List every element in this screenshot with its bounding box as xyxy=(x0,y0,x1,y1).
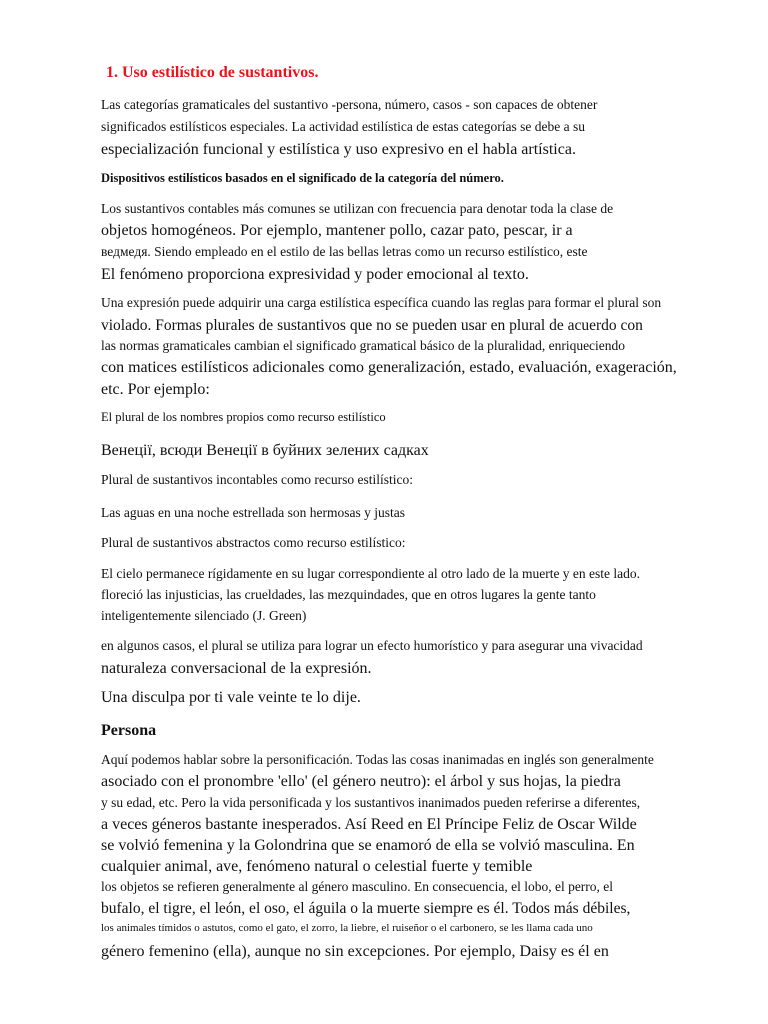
section-heading: 1. Uso estilístico de sustantivos. xyxy=(106,64,319,81)
text-line: asociado con el pronombre 'ello' (el género neutro): el árbol y sus hojas, la piedra xyxy=(101,773,621,790)
example-quote: Una disculpa por ti vale veinte te lo dije. xyxy=(101,689,361,706)
subheading: Dispositivos estilísticos basados en el significado de la categoría del número. xyxy=(101,171,504,185)
example-quote: Венеції, всюди Венеції в буйних зелених садках xyxy=(101,442,429,459)
text-line: significados estilísticos especiales. La actividad estilística de estas categorías se debe a su xyxy=(101,119,585,134)
text-line: con matices estilísticos adicionales como generalización, estado, evaluación, exageración, xyxy=(101,359,677,376)
text-line: El cielo permanece rígidamente en su lugar correspondiente al otro lado de la muerte y en este lado. xyxy=(101,566,641,581)
text-line: los animales tímidos o astutos, como el gato, el zorro, la liebre, el ruiseñor o el carbonero, se les llama cada uno xyxy=(101,922,593,934)
text-line: ведмедя. Siendo empleado en el estilo de las bellas letras como un recurso estilístico, este xyxy=(101,244,588,259)
text-line: Plural de sustantivos incontables como recurso estilístico: xyxy=(101,472,413,487)
text-line: Plural de sustantivos abstractos como recurso estilístico: xyxy=(101,535,406,550)
text-line: floreció las injusticias, las crueldades, las mezquindades, que en otros lugares la gente tanto xyxy=(101,587,596,602)
text-line: a veces géneros bastante inesperados. Así Reed en El Príncipe Feliz de Oscar Wilde xyxy=(101,816,637,833)
text-line: naturaleza conversacional de la expresión. xyxy=(101,660,372,677)
text-line: objetos homogéneos. Por ejemplo, mantener pollo, cazar pato, pescar, ir a xyxy=(101,222,573,239)
text-line: El fenómeno proporciona expresividad y poder emocional al texto. xyxy=(101,266,529,283)
text-line: en algunos casos, el plural se utiliza para lograr un efecto humorístico y para asegurar una vivacidad xyxy=(101,638,643,653)
text-line: bufalo, el tigre, el león, el oso, el águila o la muerte siempre es él. Todos más débiles, xyxy=(101,900,631,917)
text-line: Aquí podemos hablar sobre la personificación. Todas las cosas inanimadas en inglés son generalmente xyxy=(101,752,654,767)
text-line: Una expresión puede adquirir una carga estilística específica cuando las reglas para formar el plural son xyxy=(101,295,662,310)
text-line: género femenino (ella), aunque no sin excepciones. Por ejemplo, Daisy es él en xyxy=(101,943,609,960)
text-line: se volvió femenina y la Golondrina que se enamoró de ella se volvió masculina. En xyxy=(101,837,635,854)
text-line: y su edad, etc. Pero la vida personificada y los sustantivos inanimados pueden referirse a diferentes, xyxy=(101,795,641,810)
text-line: Las categorías gramaticales del sustantivo -persona, número, casos - son capaces de obtener xyxy=(101,97,598,112)
text-line: las normas gramaticales cambian el significado gramatical básico de la pluralidad, enriqueciendo xyxy=(101,338,626,353)
text-line: Los sustantivos contables más comunes se utilizan con frecuencia para denotar toda la clase de xyxy=(101,201,614,216)
text-line: El plural de los nombres propios como recurso estilístico xyxy=(101,410,386,424)
section-subheading: Persona xyxy=(101,722,157,739)
text-line: especialización funcional y estilística y uso expresivo en el habla artística. xyxy=(101,141,576,158)
text-line: los objetos se refieren generalmente al género masculino. En consecuencia, el lobo, el perro, el xyxy=(101,879,614,894)
text-line: cualquier animal, ave, fenómeno natural o celestial fuerte y temible xyxy=(101,858,533,875)
example-quote: Las aguas en una noche estrellada son hermosas y justas xyxy=(101,505,406,520)
text-line: violado. Formas plurales de sustantivos que no se pueden usar en plural de acuerdo con xyxy=(101,317,643,334)
text-line: etc. Por ejemplo: xyxy=(101,381,210,398)
text-line: inteligentemente silenciado (J. Green) xyxy=(101,608,307,623)
